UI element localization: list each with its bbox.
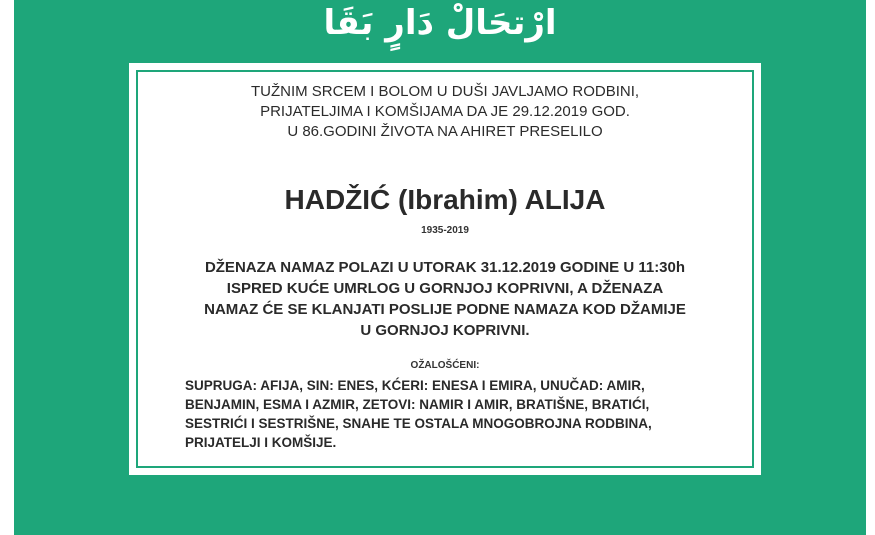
mourners-heading: OŽALOŠĆENI: <box>410 360 480 371</box>
funeral-line: DŽENAZA NAMAZ POLAZI U UTORAK 31.12.2019 GODINE U 11:30h <box>204 259 686 276</box>
mourners-line: BENJAMIN, ESMA I AZMIR, ZETOVI: NAMIR I AMIR, BRATIŠNE, BRATIĆI, <box>185 397 650 412</box>
mourners-line: SESTRIĆI I SESTRIŠNE, SNAHE TE OSTALA MNOGOBROJNA RODBINA, <box>185 416 652 431</box>
funeral-details <box>129 257 761 341</box>
funeral-line: ISPRED KUĆE UMRLOG U GORNJOJ KOPRIVNI, A DŽENAZA <box>226 280 664 297</box>
green-frame <box>14 0 866 535</box>
intro-line: TUŽNIM SRCEM I BOLOM U DUŠI JAVLJAMO RODBINI, <box>250 83 640 100</box>
intro-line: U 86.GODINI ŽIVOTA NA AHIRET PRESELILO <box>287 123 603 140</box>
deceased-name: HADŽIĆ (Ibrahim) ALIJA <box>284 184 606 215</box>
intro-line: PRIJATELJIMA I KOMŠIJAMA DA JE 29.12.2019 GOD. <box>260 103 630 120</box>
mourners-list <box>185 376 725 452</box>
funeral-line: U GORNJOJ KOPRIVNI. <box>360 322 530 339</box>
obituary-card <box>129 63 761 475</box>
mourners-line: SUPRUGA: AFIJA, SIN: ENES, KĆERI: ENESA I EMIRA, UNUČAD: AMIR, <box>185 378 645 393</box>
intro-text <box>129 82 761 142</box>
header-calligraphy-banner <box>14 0 866 60</box>
life-years: 1935-2019 <box>421 225 469 236</box>
obituary-content <box>129 63 761 475</box>
arabic-calligraphy: ارْتحَالْ دَارٍ بَقَا <box>323 3 557 43</box>
funeral-line: NAMAZ ĆE SE KLANJATI POSLIJE PODNE NAMAZA KOD DŽAMIJE <box>204 301 686 318</box>
mourners-line: PRIJATELJI I KOMŠIJE. <box>185 435 337 450</box>
